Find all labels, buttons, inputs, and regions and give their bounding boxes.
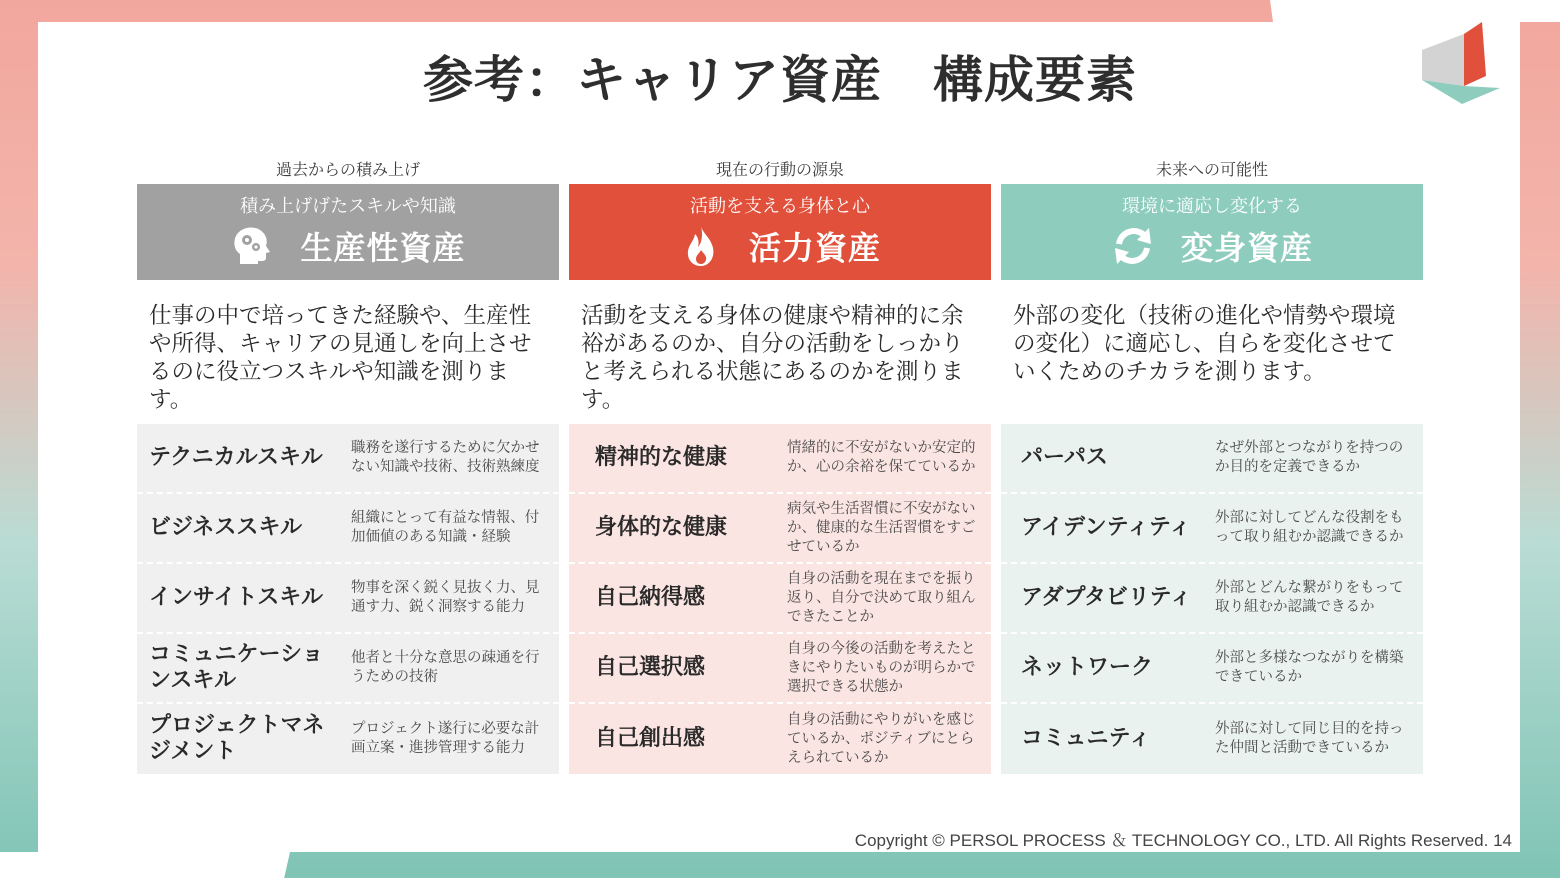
column-banner [137,184,559,280]
list-item [137,564,559,634]
element-list [137,424,559,774]
copyright-footer [855,826,1512,851]
list-item [137,424,559,494]
element-name: パーパス [1021,445,1108,470]
list-item [569,424,991,494]
element-name: コミュニケーションスキル [149,642,324,693]
element-name: 自己創出感 [595,726,706,751]
flame-icon [679,224,723,268]
element-name: 精神的な健康 [595,445,728,470]
element-note: 物事を深く鋭く見抜く力、見通す力、鋭く洞察する能力 [351,580,540,615]
column-transformation-assets [1001,156,1423,774]
element-note: プロジェクト遂行に必要な計画立案・進捗管理する能力 [351,721,540,756]
background-notch [1270,0,1560,22]
list-item [1001,424,1423,494]
element-name: コミュニティ [1021,726,1151,751]
column-description: 外部の変化（技術の進化や情勢や環境の変化）に適応し、自らを変化させていくためのチカラを測ります。 [1013,303,1396,385]
list-item [569,704,991,774]
column-top-label: 現在の行動の源泉 [715,160,844,179]
element-name: インサイトスキル [149,585,324,610]
element-name: ネットワーク [1021,655,1154,680]
asset-name: 変身資産 [1180,229,1313,267]
list-item [569,634,991,704]
page-number: 14 [1493,831,1512,850]
list-item [569,494,991,564]
list-item [137,634,559,704]
element-name: アイデンティティ [1021,515,1192,540]
element-note: 外部に対して同じ目的を持った仲間と活動できているか [1215,721,1404,756]
element-note: 自身の今後の活動を考えたときにやりたいものが明らかで選択できる状態か [787,640,976,695]
element-name: プロジェクトマネジメント [149,713,325,764]
element-note: なぜ外部とつながりを持つのか目的を定義できるか [1215,440,1404,475]
brand-logo-icon [1418,20,1504,106]
background-notch-bottom [0,852,290,878]
banner-subtitle: 環境に適応し変化する [1122,196,1302,217]
column-vitality-assets [569,156,991,774]
list-item [1001,494,1423,564]
column-top-label: 過去からの積み上げ [275,160,420,179]
element-list [1001,424,1423,774]
element-note: 職務を遂行するために欠かせない知識や技術、技術熟練度 [351,440,540,475]
column-banner [569,184,991,280]
asset-name: 活力資産 [748,229,881,267]
element-list [569,424,991,774]
refresh-arrows-icon [1111,224,1155,268]
element-name: 自己選択感 [595,655,706,680]
copyright-text: Copyright © PERSOL PROCESS ＆ TECHNOLOGY CO., LTD. All Rights Reserved. [854,831,1489,850]
page-title: 参考：キャリア資産 構成要素 [423,51,1137,109]
element-note: 自身の活動にやりがいを感じているか、ポジティブにとらえられているか [787,711,976,766]
column-description: 活動を支える身体の健康や精神的に余裕があるのか、自分の活動をしっかりと考えられる状態にあるのかを測ります。 [581,303,964,413]
list-item [137,494,559,564]
element-name: アダプタビリティ [1021,585,1192,610]
element-note: 自身の活動を現在までを振り返り、自分で決めて取り組んできたことか [787,570,976,625]
head-gears-icon [230,224,274,268]
column-banner [1001,184,1423,280]
list-item [137,704,559,774]
list-item [1001,634,1423,704]
element-note: 他者と十分な意思の疎通を行うための技術 [351,650,540,685]
element-note: 外部と多様なつながりを構築できているか [1215,650,1404,685]
element-note: 外部に対してどんな役割をもって取り組むか認識できるか [1215,510,1404,545]
element-name: 身体的な健康 [595,515,728,540]
list-item [1001,564,1423,634]
element-note: 情緒的に不安がないか安定的か、心の余裕を保てているか [787,440,976,475]
list-item [1001,704,1423,774]
element-name: 自己納得感 [595,585,706,610]
column-description: 仕事の中で培ってきた経験や、生産性や所得、キャリアの見通しを向上させるのに役立つスキルや知識を測ります。 [149,303,532,413]
column-productivity-assets [137,156,559,774]
element-name: ビジネススキル [149,515,303,540]
element-note: 外部とどんな繋がりをもって取り組むか認識できるか [1215,580,1404,615]
element-name: テクニカルスキル [149,445,323,470]
element-note: 病気や生活習慣に不安がないか、健康的な生活習慣をすごせているか [787,500,976,555]
banner-subtitle: 活動を支える身体と心 [690,196,870,217]
banner-subtitle: 積み上げげたスキルや知識 [240,196,456,217]
list-item [569,564,991,634]
element-note: 組織にとって有益な情報、付加価値のある知識・経験 [351,510,540,545]
column-top-label: 未来への可能性 [1155,160,1268,179]
asset-name: 生産性資産 [300,229,466,267]
